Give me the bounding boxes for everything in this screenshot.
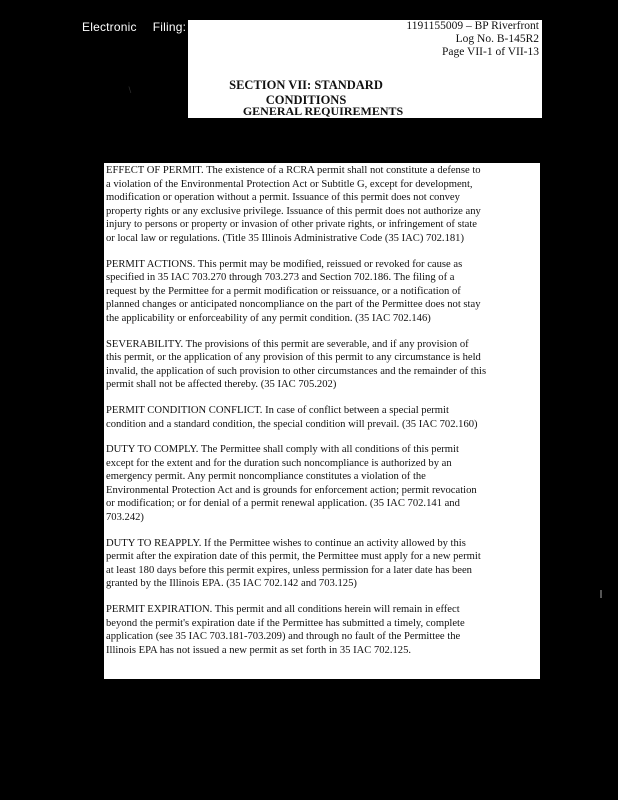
document-body [104,163,540,679]
text-line: injury to persons or property or invasion of other private rights, or infringement of state [106,219,477,231]
paragraph-permit-condition-conflict [106,404,540,431]
header-id-line: 1191155009 – BP Riverfront [406,20,539,32]
paragraph-permit-actions [106,258,540,326]
text-line: beyond the permit's expiration date if the Permittee has submitted a timely, complete [106,617,465,629]
text-line: specified in 35 IAC 703.270 through 703.273 and Section 702.186. The filing of a [106,272,455,284]
text-line: permit shall not be affected thereby. (35 IAC 705.202) [106,379,337,391]
text-line: or modification; or for denial of a permit renewal application. (35 IAC 702.141 and [106,498,460,510]
text-line: SEVERABILITY. The provisions of this permit are severable, and if any provision of [106,338,469,350]
text-line: this permit, or the application of any provision of this permit to any circumstance is held [106,352,481,364]
text-line: DUTY TO REAPPLY. If the Permittee wishes to continue an activity allowed by this [106,537,466,549]
text-line: permit after the expiration date of this permit, the Permittee must apply for a new permit [106,551,481,563]
text-line: modification or operation without a permit. Issuance of this permit does not convey [106,192,460,204]
text-line: a violation of the Environmental Protection Act or Subtitle G, except for development, [106,178,473,190]
text-line: property rights or any exclusive privilege. Issuance of this permit does not authorize any [106,205,481,217]
text-line: condition and a standard condition, the special condition will prevail. (35 IAC 702.160) [106,418,478,430]
text-line: application (see 35 IAC 703.181-703.209) and through no fault of the Permittee the [106,631,461,643]
filing-word-1: Electronic [82,20,137,34]
scan-mark [600,590,602,598]
page-header [188,20,542,118]
text-line: EFFECT OF PERMIT. The existence of a RCRA permit shall not constitute a defense to [106,165,481,176]
text-line: the applicability or enforceability of any permit condition. (35 IAC 702.146) [106,312,431,324]
electronic-filing-label [82,20,186,34]
header-page-line: Page VII-1 of VII-13 [442,46,539,58]
filing-word-2: Filing: [152,20,187,34]
text-line: granted by the Illinois EPA. (35 IAC 702.142 and 703.125) [106,578,357,590]
paragraph-duty-to-comply [106,443,540,525]
paragraph-duty-to-reapply [106,537,540,591]
paragraph-severability [106,338,540,392]
text-line: planned changes or anticipated noncompliance on the part of the Permittee does not stay [106,299,481,311]
text-line: PERMIT EXPIRATION. This permit and all conditions herein will remain in effect [106,604,460,616]
paragraph-permit-expiration [106,603,540,657]
text-line: invalid, the application of such provision to other circumstances and the remainder of this [106,365,487,377]
section-title: SECTION VII: STANDARD CONDITIONS [229,78,383,107]
scan-mark: ∖ [127,86,133,95]
text-line: PERMIT ACTIONS. This permit may be modified, reissued or revoked for cause as [106,258,463,270]
text-line: emergency permit. Any permit noncompliance constitutes a violation of the [106,471,426,483]
sub-title: GENERAL REQUIREMENTS [242,104,404,118]
header-log-line: Log No. B-145R2 [455,33,539,45]
text-line: or local law or regulations. (Title 35 Illinois Administrative Code (35 IAC) 702.181) [106,232,464,244]
text-line: except for the extent and for the duration such noncompliance is authorized by an [106,457,452,469]
text-line: request by the Permittee for a permit modification or reissuance, or a notification of [106,285,461,297]
text-line: at least 180 days before this permit expires, unless permission for a later date has been [106,564,472,576]
text-line: 703.242) [106,512,144,524]
paragraph-effect-of-permit [106,164,540,246]
text-line: PERMIT CONDITION CONFLICT. In case of conflict between a special permit [106,404,449,416]
text-line: Environmental Protection Act and is grounds for enforcement action; permit revocation [106,484,477,496]
text-line: DUTY TO COMPLY. The Permittee shall comply with all conditions of this permit [106,444,459,456]
header-reference-block [406,20,539,59]
text-line: Illinois EPA has not issued a new permit as set forth in 35 IAC 702.125. [106,644,412,656]
